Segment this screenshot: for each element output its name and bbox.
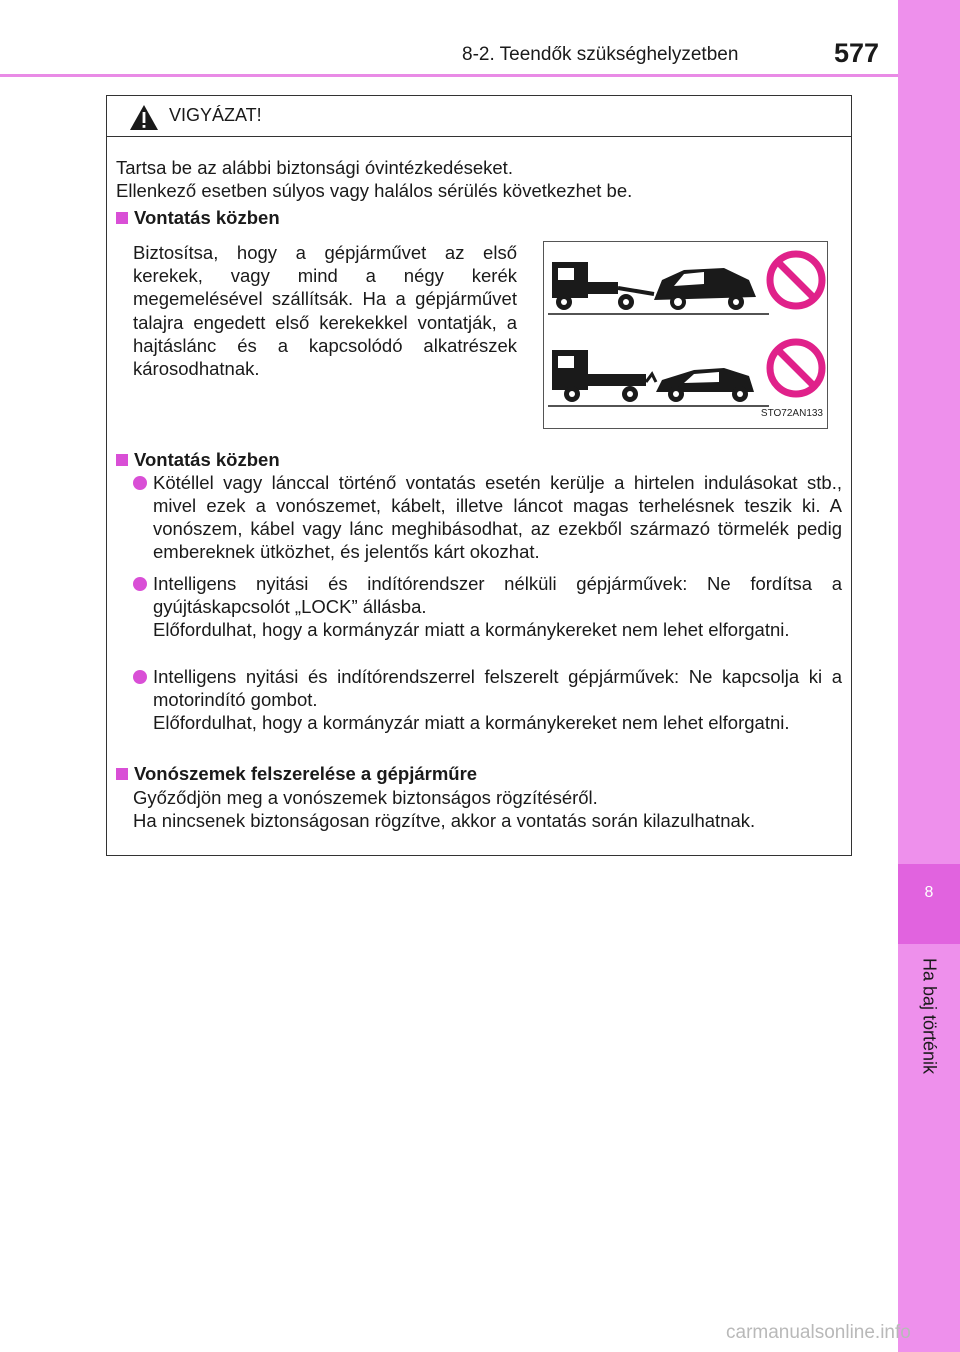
warning-triangle-icon bbox=[129, 104, 159, 131]
chapter-side-tab bbox=[898, 0, 960, 1352]
tow-truck-icon bbox=[544, 242, 827, 428]
warning-header bbox=[107, 96, 851, 137]
section-title: 8-2. Teendők szükséghelyzetben bbox=[462, 44, 739, 65]
round-bullet-icon bbox=[133, 577, 147, 591]
square-bullet-icon bbox=[116, 212, 128, 224]
round-bullet-icon bbox=[133, 670, 147, 684]
section3-heading: Vonószemek felszerelése a gépjárműre bbox=[116, 762, 477, 785]
bullet-item: Intelligens nyitási és indítórendszer nélküli gépjárművek: Ne fordítsa a gyújtáskapcsolót „LOCK” állásba. Előfordulhat, hogy a kormányzár miatt a kormánykereket nem lehet elforgatni. bbox=[153, 572, 842, 641]
section1-heading: Vontatás közben bbox=[116, 206, 280, 229]
square-bullet-icon bbox=[116, 768, 128, 780]
prohibited-icon bbox=[770, 254, 822, 394]
intro-line-1: Tartsa be az alábbi biztonsági óvintézkedéseket. bbox=[116, 157, 513, 178]
figure-code: STO72AN133 bbox=[760, 408, 823, 419]
towing-figure bbox=[543, 241, 828, 429]
section3-line-2: Ha nincsenek biztonságosan rögzítve, akkor a vontatás során kilazulhatnak. bbox=[133, 810, 756, 831]
section2-heading: Vontatás közben bbox=[116, 448, 280, 471]
watermark: carmanualsonline.info bbox=[726, 1322, 911, 1343]
round-bullet-icon bbox=[133, 476, 147, 490]
section1-text: Biztosítsa, hogy a gépjárművet az első kerekek, vagy mind a négy kerék megemelésével szállítsák. Ha a gépjárművet talajra engedett első kerekekkel vontatják, a hajtáslánc és a kapcsolódó alkatrészek károsodhatnak. bbox=[133, 242, 517, 380]
section3-line-1: Győződjön meg a vonószemek biztonságos rögzítéséről. bbox=[133, 787, 598, 808]
warning-title: VIGYÁZAT! bbox=[169, 105, 262, 125]
intro-line-2: Ellenkező esetben súlyos vagy halálos sérülés következhet be. bbox=[116, 180, 633, 201]
chapter-number-block bbox=[898, 864, 960, 944]
chapter-number: 8 bbox=[924, 884, 934, 901]
chapter-title: Ha baj történik bbox=[919, 958, 940, 1075]
bullet-item: Intelligens nyitási és indítórendszerrel felszerelt gépjárművek: Ne kapcsolja ki a motorindító gombot. Előfordulhat, hogy a kormányzár miatt a kormánykereket nem lehet elforgatni. bbox=[153, 665, 842, 734]
header-rule bbox=[0, 74, 898, 77]
page-number: 577 bbox=[834, 38, 880, 68]
bullet-item: Kötéllel vagy lánccal történő vontatás esetén kerülje a hirtelen indulásokat stb., mivel ezek a vonószemet, kábelt, illetve láncot magas terhelésnek teszik ki. A vonószem, kábel vagy lánc meghibásodhat, az ezekből származó törmelék pedig embereknek ütközhet, és jelentős kárt okozhat. bbox=[153, 471, 842, 563]
square-bullet-icon bbox=[116, 454, 128, 466]
